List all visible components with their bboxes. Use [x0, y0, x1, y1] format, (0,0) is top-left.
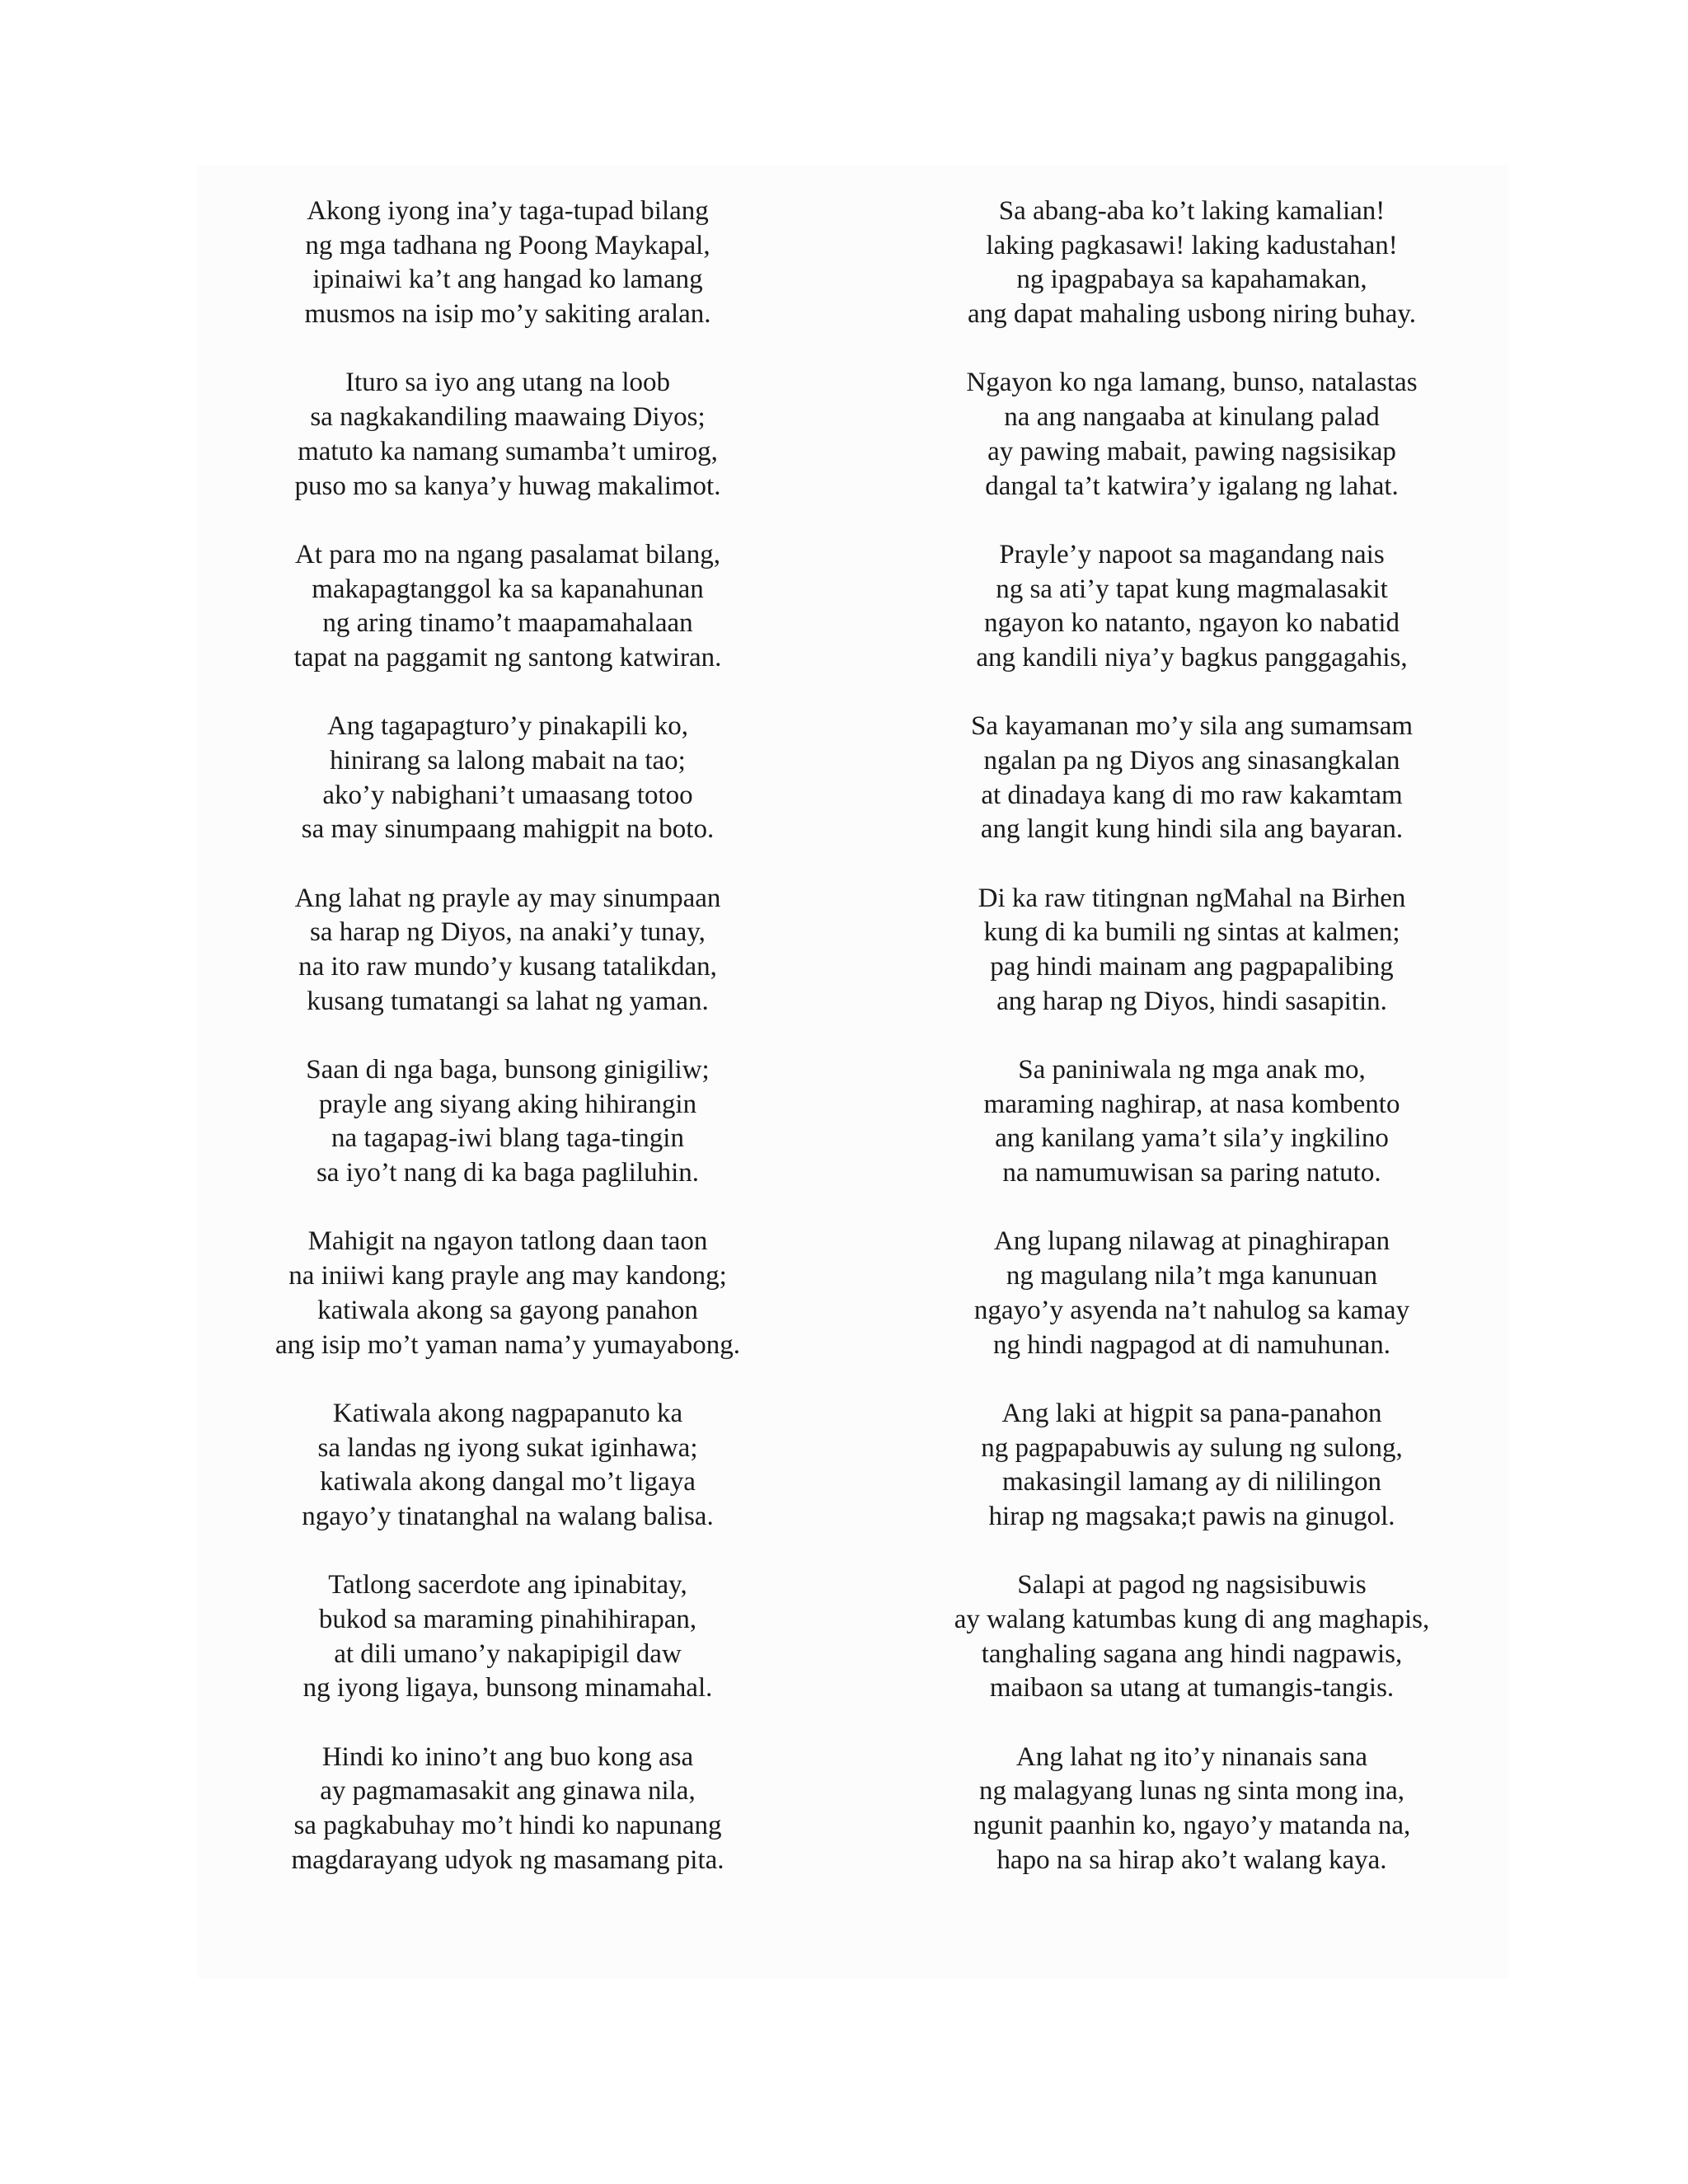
poem-line: hinirang sa lalong mabait na tao;: [330, 745, 686, 776]
poem-line: ay pagmamasakit ang ginawa nila,: [320, 1776, 696, 1807]
poem-line: Mahigit na ngayon tatlong daan taon: [307, 1226, 708, 1257]
poem-line: katiwala akong dangal mo’t ligaya: [320, 1467, 696, 1497]
poem-line: ang harap ng Diyos, hindi sasapitin.: [996, 986, 1387, 1016]
poem-line: makasingil lamang ay di nililingon: [1001, 1467, 1382, 1497]
poem-line: ipinaiwi ka’t ang hangad ko lamang: [312, 265, 703, 295]
poem-stanza: [211, 882, 804, 1019]
poem-line: Salapi at pagod ng nagsisibuwis: [1017, 1570, 1367, 1601]
poem-line: ng magulang nila’t mga kanunuan: [1006, 1261, 1378, 1291]
poem-line: Prayle’y napoot sa magandang nais: [999, 539, 1385, 569]
poem-stanza: [211, 538, 804, 676]
poem-stanza: [211, 194, 804, 332]
poem-stanza: [895, 1053, 1489, 1191]
poem-line: hirap ng magsaka;t pawis na ginugol.: [988, 1501, 1395, 1531]
poem-line: ang kanilang yama’t sila’y ingkilino: [995, 1123, 1389, 1154]
poem-line: ang kandili niya’y bagkus panggagahis,: [976, 642, 1408, 673]
poem-line: magdarayang udyok ng masamang pita.: [291, 1844, 724, 1875]
poem-stanza: [895, 882, 1489, 1019]
poem-line: katiwala akong sa gayong panahon: [317, 1295, 698, 1325]
poem-line: kung di ka bumili ng sintas at kalmen;: [983, 917, 1400, 948]
poem-line: sa nagkakandiling maawaing Diyos;: [310, 402, 706, 433]
poem-line: Akong iyong ina’y taga-tupad bilang: [307, 196, 709, 226]
poem-line: na namumuwisan sa paring natuto.: [1002, 1158, 1381, 1188]
poem-line: Ang lahat ng ito’y ninanais sana: [1015, 1741, 1368, 1772]
poem-line: tapat na paggamit ng santong katwiran.: [293, 642, 722, 673]
left-poem-column: [211, 194, 804, 1877]
poem-line: makapagtanggol ka sa kapanahunan: [312, 574, 704, 604]
poem-line: laking pagkasawi! laking kadustahan!: [986, 230, 1398, 260]
document-page: [198, 165, 1508, 1978]
poem-line: sa harap ng Diyos, na anaki’y tunay,: [310, 917, 706, 948]
poem-line: ngayon ko natanto, ngayon ko nabatid: [983, 608, 1400, 639]
poem-line: ng sa ati’y tapat kung magmalasakit: [996, 574, 1388, 604]
poem-stanza: [211, 710, 804, 847]
poem-stanza: [895, 1225, 1489, 1362]
poem-stanza: [895, 366, 1489, 504]
poem-stanza: [211, 1225, 804, 1362]
poem-line: kusang tumatangi sa lahat ng yaman.: [307, 986, 709, 1016]
poem-stanza: [211, 366, 804, 504]
poem-line: Ang laki at higpit sa pana-panahon: [1001, 1398, 1382, 1428]
poem-line: Sa paniniwala ng mga anak mo,: [1018, 1055, 1366, 1085]
poem-line: ng ipagpabaya sa kapahamakan,: [1016, 265, 1367, 295]
poem-stanza: [211, 1397, 804, 1535]
poem-line: ang isip mo’t yaman nama’y yumayabong.: [275, 1329, 740, 1360]
poem-line: musmos na isip mo’y sakiting aralan.: [304, 299, 711, 330]
right-poem-column: [895, 194, 1489, 1877]
poem-line: Saan di nga baga, bunsong ginigiliw;: [306, 1055, 710, 1085]
poem-line: ngalan pa ng Diyos ang sinasangkalan: [983, 745, 1400, 776]
poem-line: na tagapag-iwi blang taga-tingin: [331, 1123, 684, 1154]
poem-line: na ang nangaaba at kinulang palad: [1004, 402, 1380, 433]
poem-line: Sa kayamanan mo’y sila ang sumamsam: [970, 711, 1414, 742]
poem-line: ako’y nabighani’t umaasang totoo: [322, 780, 693, 810]
poem-line: ang dapat mahaling usbong niring buhay.: [967, 299, 1417, 330]
poem-line: At para mo na ngang pasalamat bilang,: [295, 539, 720, 569]
poem-line: Ngayon ko nga lamang, bunso, natalastas: [966, 368, 1418, 398]
poem-line: Ang tagapagturo’y pinakapili ko,: [326, 711, 689, 742]
poem-line: maibaon sa utang at tumangis-tangis.: [989, 1673, 1395, 1704]
poem-stanza: [895, 538, 1489, 676]
poem-line: ang langit kung hindi sila ang bayaran.: [980, 814, 1404, 845]
poem-line: Sa abang-aba ko’t laking kamalian!: [998, 196, 1386, 226]
poem-line: ng aring tinamo’t maapamahalaan: [322, 608, 693, 639]
poem-line: ng hindi nagpagod at di namuhunan.: [992, 1329, 1391, 1360]
poem-line: at dili umano’y nakapipigil daw: [334, 1638, 682, 1669]
poem-line: maraming naghirap, at nasa kombento: [983, 1089, 1400, 1119]
poem-stanza: [211, 1053, 804, 1191]
poem-line: Tatlong sacerdote ang ipinabitay,: [328, 1570, 687, 1601]
poem-line: ng mga tadhana ng Poong Maykapal,: [305, 230, 710, 260]
poem-line: ngayo’y tinatanghal na walang balisa.: [302, 1501, 714, 1531]
poem-stanza: [895, 194, 1489, 332]
poem-line: ng iyong ligaya, bunsong minamahal.: [302, 1673, 713, 1704]
poem-line: ay walang katumbas kung di ang maghapis,: [954, 1604, 1430, 1634]
poem-line: Katiwala akong nagpapanuto ka: [332, 1398, 683, 1428]
poem-stanza: [895, 1568, 1489, 1706]
poem-stanza: [211, 1568, 804, 1706]
poem-line: ng malagyang lunas ng sinta mong ina,: [979, 1776, 1404, 1807]
poem-line: sa iyo’t nang di ka baga pagliluhin.: [316, 1158, 700, 1188]
poem-line: Hindi ko inino’t ang buo kong asa: [321, 1741, 694, 1772]
poem-line: sa may sinumpaang mahigpit na boto.: [301, 814, 715, 845]
poem-stanza: [211, 1741, 804, 1878]
poem-line: Ang lahat ng prayle ay may sinumpaan: [294, 883, 721, 913]
poem-line: ng pagpapabuwis ay sulung ng sulong,: [981, 1432, 1403, 1463]
poem-line: pag hindi mainam ang pagpapalibing: [990, 952, 1394, 982]
poem-stanza: [895, 1741, 1489, 1878]
poem-line: na ito raw mundo’y kusang tatalikdan,: [298, 952, 717, 982]
poem-line: ngunit paanhin ko, ngayo’y matanda na,: [973, 1811, 1411, 1841]
poem-line: Ang lupang nilawag at pinaghirapan: [993, 1226, 1390, 1257]
poem-line: Ituro sa iyo ang utang na loob: [345, 368, 671, 398]
poem-line: sa pagkabuhay mo’t hindi ko napunang: [293, 1811, 722, 1841]
poem-stanza: [895, 710, 1489, 847]
poem-stanza: [895, 1397, 1489, 1535]
poem-line: na iniiwi kang prayle ang may kandong;: [288, 1261, 727, 1291]
poem-line: sa landas ng iyong sukat iginhawa;: [317, 1432, 698, 1463]
poem-line: at dinadaya kang di mo raw kakamtam: [981, 780, 1403, 810]
poem-line: ay pawing mabait, pawing nagsisikap: [987, 436, 1396, 466]
poem-line: tanghaling sagana ang hindi nagpawis,: [981, 1638, 1403, 1669]
poem-line: puso mo sa kanya’y huwag makalimot.: [294, 471, 721, 501]
poem-line: ngayo’y asyenda na’t nahulog sa kamay: [973, 1295, 1410, 1325]
poem-line: hapo na sa hirap ako’t walang kaya.: [996, 1844, 1387, 1875]
poem-line: prayle ang siyang aking hihirangin: [318, 1089, 697, 1119]
poem-line: bukod sa maraming pinahihirapan,: [318, 1604, 697, 1634]
poem-line: dangal ta’t katwira’y igalang ng lahat.: [985, 471, 1399, 501]
poem-line: Di ka raw titingnan ngMahal na Birhen: [978, 883, 1406, 913]
poem-line: matuto ka namang sumamba’t umirog,: [298, 436, 718, 466]
